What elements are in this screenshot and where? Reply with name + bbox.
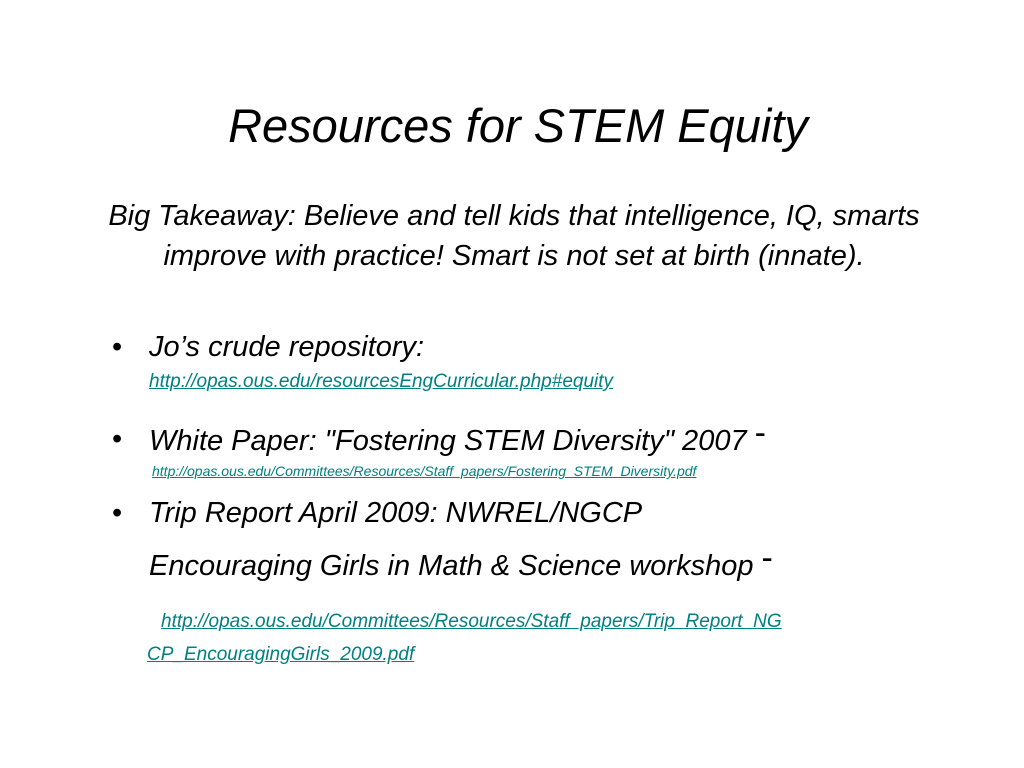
white-paper-link[interactable]: http://opas.ous.edu/Committees/Resources/Staff_papers/Fostering_STEM_Diversity.pdf <box>152 463 697 479</box>
trip-report-line2-label: Encouraging Girls in Math & Science workshop <box>149 550 754 582</box>
trip-report-link-line1[interactable]: http://opas.ous.edu/Committees/Resources/Staff_papers/Trip_Report_NG <box>161 611 782 632</box>
bullet-marker: • <box>112 423 123 455</box>
dash-separator: - <box>754 414 766 452</box>
dash-separator: - <box>761 539 773 577</box>
slide-title: Resources for STEM Equity <box>228 99 808 152</box>
bullet-marker: • <box>112 331 123 363</box>
repository-link[interactable]: http://opas.ous.edu/resourcesEngCurricular.php#equity <box>149 371 614 392</box>
takeaway-text: Big Takeaway: Believe and tell kids that intelligence, IQ, smarts improve with practice! Smart is not set at birth (innate). <box>108 200 920 272</box>
white-paper-label: White Paper: "Fostering STEM Diversity" 2007 <box>149 425 747 457</box>
bullet-white-paper-text <box>149 414 766 458</box>
bullet-marker: • <box>112 497 123 529</box>
trip-report-line1: Trip Report April 2009: NWREL/NGCP <box>149 497 643 529</box>
bullet-repository-text: Jo’s crude repository: <box>149 331 425 363</box>
trip-report-line2 <box>149 539 773 583</box>
trip-report-link-line2[interactable]: CP_EncouragingGirls_2009.pdf <box>147 644 415 665</box>
